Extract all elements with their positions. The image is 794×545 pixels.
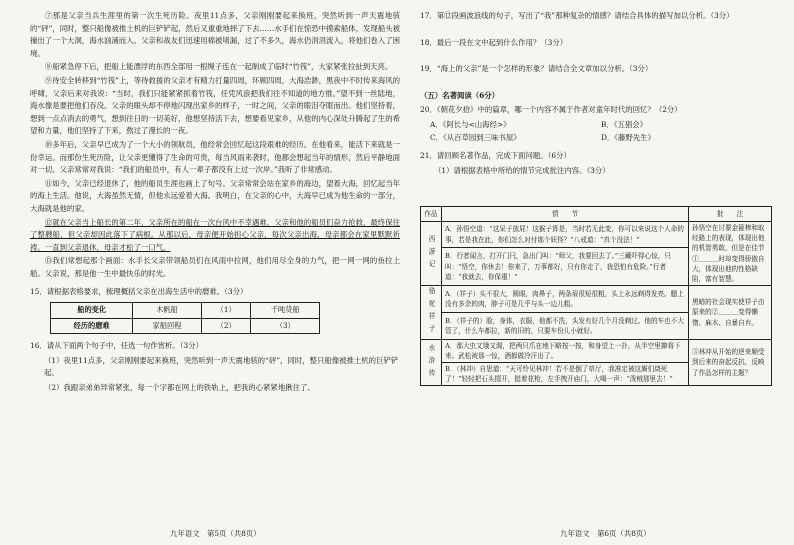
table-cell: 经历的磨难 bbox=[51, 318, 133, 334]
plot-cell: B．行者闻言，打开门闩，急出门叫：“师父，我要回去了。”三藏吓得心惊，只叫：“悟空，你休去！你来了，万事都好，只有你走了，我恐怕有危险。”行者道：“我就去，你保重！” bbox=[442, 248, 689, 286]
table-15 bbox=[50, 302, 320, 334]
table-cell: 船的变化 bbox=[51, 303, 133, 319]
question-15: 15．请根据表格要求，梳理概括父亲在出海生活中的磨难。（3分） bbox=[30, 287, 248, 297]
question-16: 16．请从下面两个句子中，任选一句作赏析。（3分） bbox=[30, 341, 204, 351]
table-cell: 千吨货船 bbox=[251, 303, 320, 319]
question-21-part-1: （1）请根据表格中所给的情节完成批注内容。（3分） bbox=[434, 165, 610, 175]
table-cell: （1） bbox=[201, 303, 251, 319]
option-d: D．《藤野先生》 bbox=[601, 132, 655, 142]
section-5-heading: （五）名著阅读（6分） bbox=[420, 90, 500, 100]
question-18: 18．最后一段在文中起到什么作用？（3分） bbox=[420, 37, 568, 47]
option-a: A．《阿长与<山海经>》 bbox=[430, 119, 511, 129]
table-cell: （3） bbox=[251, 318, 320, 334]
note-cell: 黑暗的社会现实使祥子由原来的②＿＿＿变得懒惰、麻木、自暴自弃。 bbox=[689, 286, 772, 339]
question-20-options bbox=[430, 119, 772, 144]
work-title: 骆驼祥子 bbox=[421, 286, 442, 339]
left-page bbox=[30, 10, 400, 397]
plot-cell: A．（祥子）头不很大，圆眼，肉鼻子，两条眉很短很粗，头上永远剃得发亮。腮上没有多余的肉，脖子可是几乎与头一边儿粗。 bbox=[442, 286, 689, 313]
table-header: 作品 bbox=[421, 207, 442, 222]
question-20: 20．《朝花夕拾》中的篇章，哪一个内容不属于作者对童年时代的回忆？（2分） bbox=[420, 105, 682, 115]
plot-cell: B．（祥子的）脸，身体，衣服，他都不洗，头发有好几个月没剃过。他的车也不大管了，什么车都拉，新的旧的，只要车份儿小就好。 bbox=[442, 312, 689, 339]
note-cell: 孙悟空在讨要金箍棒和取经路上的表现，体现出他的机智勇敢，但是在佳节①＿＿＿时却变得骄傲自大，体现出他的性格缺陷，富有智慧。 bbox=[689, 222, 772, 286]
right-page bbox=[420, 10, 772, 179]
plot-cell: B．（林冲）自思道：“天可怜见林冲！若不是倒了草厅，我准定被这厮们烧死了！”轻轻把石头掇开，挺着花枪，左手拽开庙门，大喝一声：“泼贼那里去！” bbox=[442, 363, 689, 386]
plot-cell: A．孙悟空道：“这呆子放屁！这猴子算是，当时若无此变，你可以来说这个人命的事，若是我在此，你们怎么对付那个妖怪？”八戒道：“真个没法！” bbox=[442, 222, 689, 248]
paragraph-13: ⑬我们常想起那个画面：水手长父亲带领船员们在风雨中拉网，他们用尽全身的力气，把一网一网的鱼拉上船。父亲说，那是他一生中最快乐的时光。 bbox=[30, 256, 400, 278]
table-header: 批 注 bbox=[689, 207, 772, 222]
question-21: 21．请回顾名著作品，完成下面问题。（6分） bbox=[420, 151, 571, 161]
question-16-option-2: （2）我跟亲弟弟异常紧张，每一个字都在网上的铁轨上，把我的心紧紧地揪住了。 bbox=[44, 383, 315, 393]
option-c: C．《从百草园到三味书屋》 bbox=[430, 132, 521, 142]
table-header: 情 节 bbox=[442, 207, 689, 222]
table-cell: 木帆船 bbox=[133, 303, 202, 319]
paragraph-11: ⑪如今，父亲已经退休了，他的船员生涯也画上了句号。父亲常常会站在家乡的海边，望着大海，回忆起当年的海上生活。他说，大海虽然无情，但他永远爱着大海。我明白，在父亲的心中，大海早已成为他生命的一部分，大海就是他的家。 bbox=[30, 178, 400, 213]
note-cell: ③林冲从开始的逆来顺受到后来的奋起反抗，反映了作品怎样的主题？ bbox=[689, 339, 772, 386]
question-17: 17．第⑫段画波浪线的句子，写出了“我”那种复杂的情感？请结合具体的描写加以分析。（3分） bbox=[420, 11, 734, 20]
option-b: B．《五猖会》 bbox=[601, 119, 648, 129]
table-21 bbox=[420, 206, 772, 386]
paragraph-10: ⑩多年后，父亲早已成为了一个大小的领航员，他经常会回忆起这段艰难的经历。在他看来，能活下来就是一份幸运。而那份生死历险，让父亲更懂得了生命的可贵，每当风雨来袭时，他都会想起当年的情形，然后平静地面对一切。父亲常常对我说：“我们的船员中，有人一辈子都没有上过一次岸。”我听了非常感动。 bbox=[30, 139, 400, 175]
table-cell: （2） bbox=[201, 318, 251, 334]
paragraph-9: ⑨待安全转移到“竹筏”上，等待救援的父亲才有精力打量四周，环顾四周，大海浩渺，黑夜中不时传来海风的呼啸，父亲后来对我说：“当时，我们只能紧紧抓着竹筏，任凭风浪把我们往不知道的地方推。”望不到一丝陆地，海水像是要把他们吞没。父亲的眼头却不停地闪现出家乡的样子，一时之间，父亲的眼泪夺眶而出。他们坚持着，想到一点点消去的勇气，想到往日的一切美好，他想坚持活下去，想要看见家乡，从他的内心深处升腾起了生的希望和力量，他们坚持了下来，熬过了漫长的一夜。 bbox=[30, 75, 400, 136]
plot-cell: A．那大虫又饿又渴，把两只爪在地下略按一按，和身望上一扑，从半空里撺将下来。武松被那一惊，酒都做冷汗出了。 bbox=[442, 339, 689, 362]
question-16-option-1: （1）夜里11点多，父亲刚刚要起来换班，突然听到一声天震地骇的“砰”，同时，整只船像被推土机的巨铲铲起。 bbox=[44, 355, 399, 378]
work-title: 水浒传 bbox=[421, 339, 442, 386]
paragraph-12: ⑫就在父亲当上船长的第二年，父亲所在的船在一次台风中不幸遇难，父亲和他的船员们奋力抢救，最终保住了整艘船，但父亲却因此落下了病根。从那以后，母亲便开始担心父亲，每次父亲出海，母亲都会在家里默默祈祷。一直到父亲退休，母亲才松了一口气。 bbox=[30, 217, 400, 252]
question-19: 19．“海上的父亲”是一个怎样的形象？请结合全文章加以分析。（3分） bbox=[420, 64, 653, 74]
table-cell: 家船回程 bbox=[133, 318, 202, 334]
work-title: 西游记 bbox=[421, 222, 442, 286]
page-footer-right: 九年语文 第6页（共8页） bbox=[560, 529, 651, 538]
paragraph-7: ⑦那是父亲当兵生涯里的第一次生死历险。夜里11点多，父亲刚刚要起来换班，突然听到一声天震地骇的“砰”，同时，整只船像被推土机的巨铲铲起，然后又重重地摔了下去……水手们在惊恐中摸索船体，发现船头被撞出了一个大洞，海水汹涌而入。父亲和战友们迅速用棉被堵漏，过了不多久，海水仍涓涓流入，将他们卷入了困境。 bbox=[30, 11, 400, 58]
paragraph-8: ⑧船紧急停下后，把船上能漂浮的东西全部用一根绳子连在一起制成了临时“竹筏”，大家紧张拉扯到天亮。 bbox=[44, 62, 393, 72]
page-footer-left: 九年语文 第5页（共8页） bbox=[170, 529, 261, 538]
